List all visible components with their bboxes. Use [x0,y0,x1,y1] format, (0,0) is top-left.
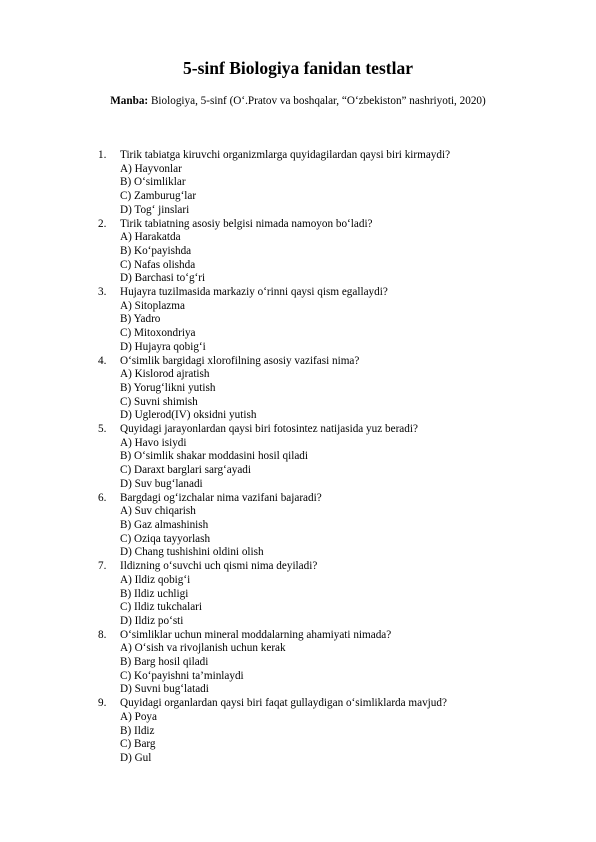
question-item [98,423,568,492]
answer-option: A) Harakatda [120,231,181,244]
question-text: Quyidagi organlardan qaysi biri faqat gullaydigan o‘simliklarda mavjud? [120,697,447,710]
answer-option: C) Suvni shimish [120,395,198,408]
answer-option: D) Uglerod(IV) oksidni yutish [120,409,257,422]
answer-option: A) Poya [120,710,157,723]
question-number: 2. [98,217,107,230]
question-text: Hujayra tuzilmasida markaziy o‘rinni qaysi qism egallaydi? [120,286,388,299]
question-item [98,629,568,698]
answer-option: B) Gaz almashinish [120,518,209,531]
answer-option: B) Ildiz uchligi [120,587,189,600]
question-text: Tirik tabiatga kiruvchi organizmlarga quyidagilardan qaysi biri kirmaydi? [120,149,451,161]
answer-option: B) Yadro [120,313,161,326]
question-number: 1. [98,149,107,161]
answer-options [120,711,568,766]
question-text: O‘simlik bargidagi xlorofilning asosiy vazifasi nima? [120,354,360,367]
source-text: Biologiya, 5-sinf (O‘.Pratov va boshqalar, “O‘zbekiston” nashriyoti, 2020) [148,95,486,107]
answer-option: D) Ildiz po‘sti [120,614,184,627]
answer-option: A) Ildiz qobig‘i [120,573,191,586]
answer-option: B) Ildiz [120,724,155,737]
question-number: 7. [98,560,107,573]
answer-options [120,368,568,423]
answer-options [120,300,568,355]
answer-option: D) Chang tushishini oldini olish [120,546,264,559]
question-list [98,149,568,766]
question-number: 5. [98,423,107,436]
question-number: 6. [98,491,107,504]
answer-option: C) Mitoxondriya [120,327,196,340]
answer-option: C) Barg [120,738,156,751]
answer-option: A) O‘sish va rivojlanish uchun kerak [120,642,286,655]
question-item [98,149,568,218]
answer-option: C) Daraxt barglari sarg‘ayadi [120,464,251,477]
answer-option: D) Tog‘ jinslari [120,203,190,216]
question-number: 3. [98,286,107,299]
answer-option: D) Gul [120,751,152,764]
question-number: 9. [98,697,107,710]
answer-option: A) Sitoplazma [120,299,185,312]
answer-options [120,163,568,218]
answer-options [120,505,568,560]
question-text: Bargdagi og‘izchalar nima vazifani bajaradi? [120,491,322,504]
answer-options [120,437,568,492]
question-text: Tirik tabiatning asosiy belgisi nimada namoyon bo‘ladi? [120,217,373,230]
answer-option: C) Ko‘payishni ta’minlaydi [120,669,244,682]
answer-option: A) Havo isiydi [120,436,187,449]
answer-options [120,574,568,629]
question-text: O‘simliklar uchun mineral moddalarning ahamiyati nimada? [120,628,392,641]
question-item [98,218,568,287]
answer-option: C) Nafas olishda [120,258,196,271]
question-item [98,286,568,355]
question-number: 8. [98,628,107,641]
answer-option: A) Kislorod ajratish [120,368,210,381]
answer-option: D) Suv bug‘lanadi [120,477,203,490]
answer-option: A) Suv chiqarish [120,505,196,518]
answer-option: B) O‘simlik shakar moddasini hosil qiladi [120,450,308,463]
answer-option: B) O‘simliklar [120,176,186,189]
answer-option: A) Hayvonlar [120,162,182,175]
answer-option: C) Zamburug‘lar [120,190,197,203]
source-label: Manba: [110,95,149,107]
page-title: 5-sinf Biologiya fanidan testlar [183,58,413,78]
answer-option: B) Barg hosil qiladi [120,656,209,669]
question-item [98,355,568,424]
source-line [0,94,596,109]
answer-option: D) Barchasi to‘g‘ri [120,272,206,285]
answer-option: D) Hujayra qobig‘i [120,340,206,353]
question-number: 4. [98,354,107,367]
answer-option: B) Ko‘payishda [120,244,192,257]
answer-options [120,231,568,286]
answer-options [120,642,568,697]
answer-option: B) Yorug‘likni yutish [120,381,216,394]
answer-option: C) Oziqa tayyorlash [120,532,211,545]
answer-option: C) Ildiz tukchalari [120,601,203,614]
question-item [98,492,568,561]
question-item [98,560,568,629]
question-text: Quyidagi jarayonlardan qaysi biri fotosintez natijasida yuz beradi? [120,423,418,436]
question-text: Ildizning o‘suvchi uch qismi nima deyiladi? [120,560,318,573]
answer-option: D) Suvni bug‘latadi [120,683,209,696]
question-item [98,697,568,766]
